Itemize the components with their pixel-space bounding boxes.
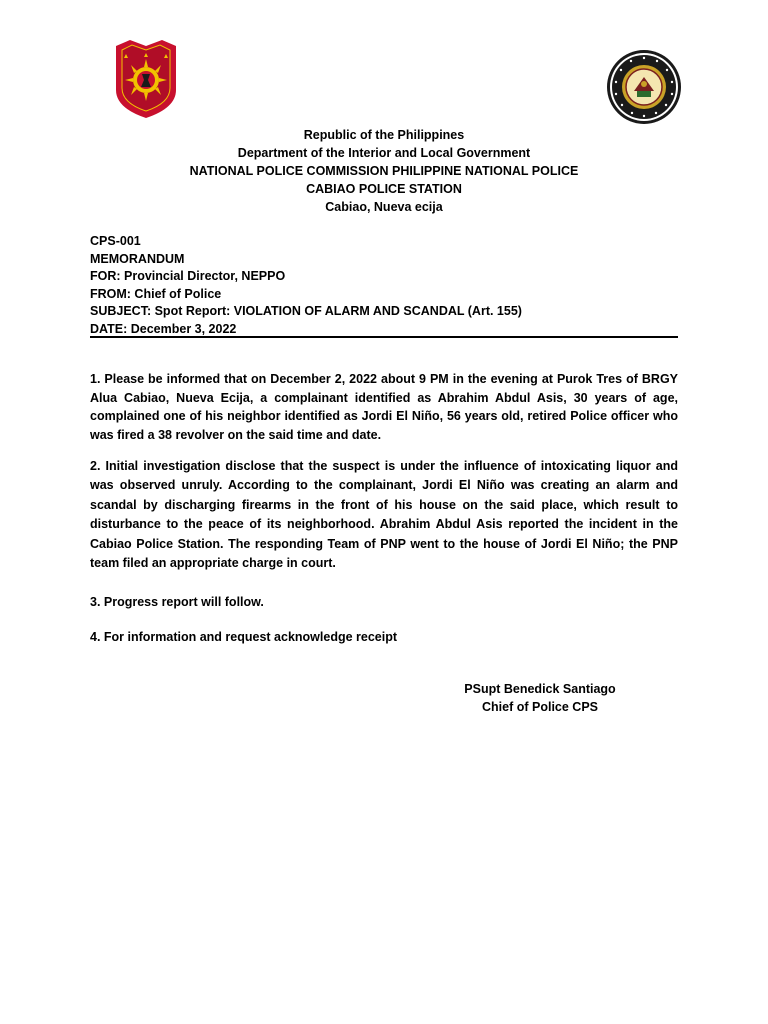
horizontal-divider — [90, 336, 678, 338]
memo-subject: SUBJECT: Spot Report: VIOLATION OF ALARM AND SCANDAL (Art. 155) — [90, 304, 522, 319]
memo-block — [90, 233, 522, 339]
signature-block — [440, 680, 640, 716]
paragraph-2: 2. Initial investigation disclose that the suspect is under the influence of intoxicating liquor and was observed unruly. According to the complainant, Jordi El Niño was creating an alarm and scandal by discharging firearms in the front of his house on the said place, which result to disturbance to the peace of its neighborhood. Abrahim Abdul Asis reported the incident in the Cabiao Police Station. The responding Team of PNP went to the house of Jordi El Niño; the PNP team filed an appropriate charge in court. — [90, 459, 678, 571]
paragraph-4: 4. For information and request acknowledge receipt — [90, 630, 398, 644]
pnp-emblem-icon — [112, 40, 180, 118]
letterhead — [0, 126, 768, 216]
paragraph-1: 1. Please be informed that on December 2, 2022 about 9 PM in the evening at Purok Tres of BRGY Alua Cabiao, Nueva Ecija, a complainant identified as Abrahim Abdul Asis, 30 years of age, complained one of his neighbor identified as Jordi El Niño, 56 years old, retired Police officer who was fired a 38 revolver on the said time and date. — [90, 372, 678, 442]
memo-from: FROM: Chief of Police — [90, 286, 222, 301]
signatory-title: Chief of Police CPS — [482, 700, 598, 714]
header-department: Department of the Interior and Local Government — [237, 146, 531, 160]
memo-reference: CPS-001 — [90, 234, 141, 248]
memo-for: FOR: Provincial Director, NEPPO — [90, 269, 286, 284]
header-commission: NATIONAL POLICE COMMISSION PHILIPPINE NATIONAL POLICE — [189, 164, 579, 178]
memo-date: DATE: December 3, 2022 — [90, 321, 237, 336]
memo-type: MEMORANDUM — [90, 251, 185, 266]
bayan-ng-cabiao-seal-icon — [606, 49, 682, 125]
paragraph-3: 3. Progress report will follow. — [90, 595, 264, 609]
header-republic: Republic of the Philippines — [303, 128, 465, 142]
signatory-name: PSupt Benedick Santiago — [464, 682, 616, 696]
header-station: CABIAO POLICE STATION — [306, 182, 462, 196]
header-location: Cabiao, Nueva ecija — [325, 200, 443, 214]
